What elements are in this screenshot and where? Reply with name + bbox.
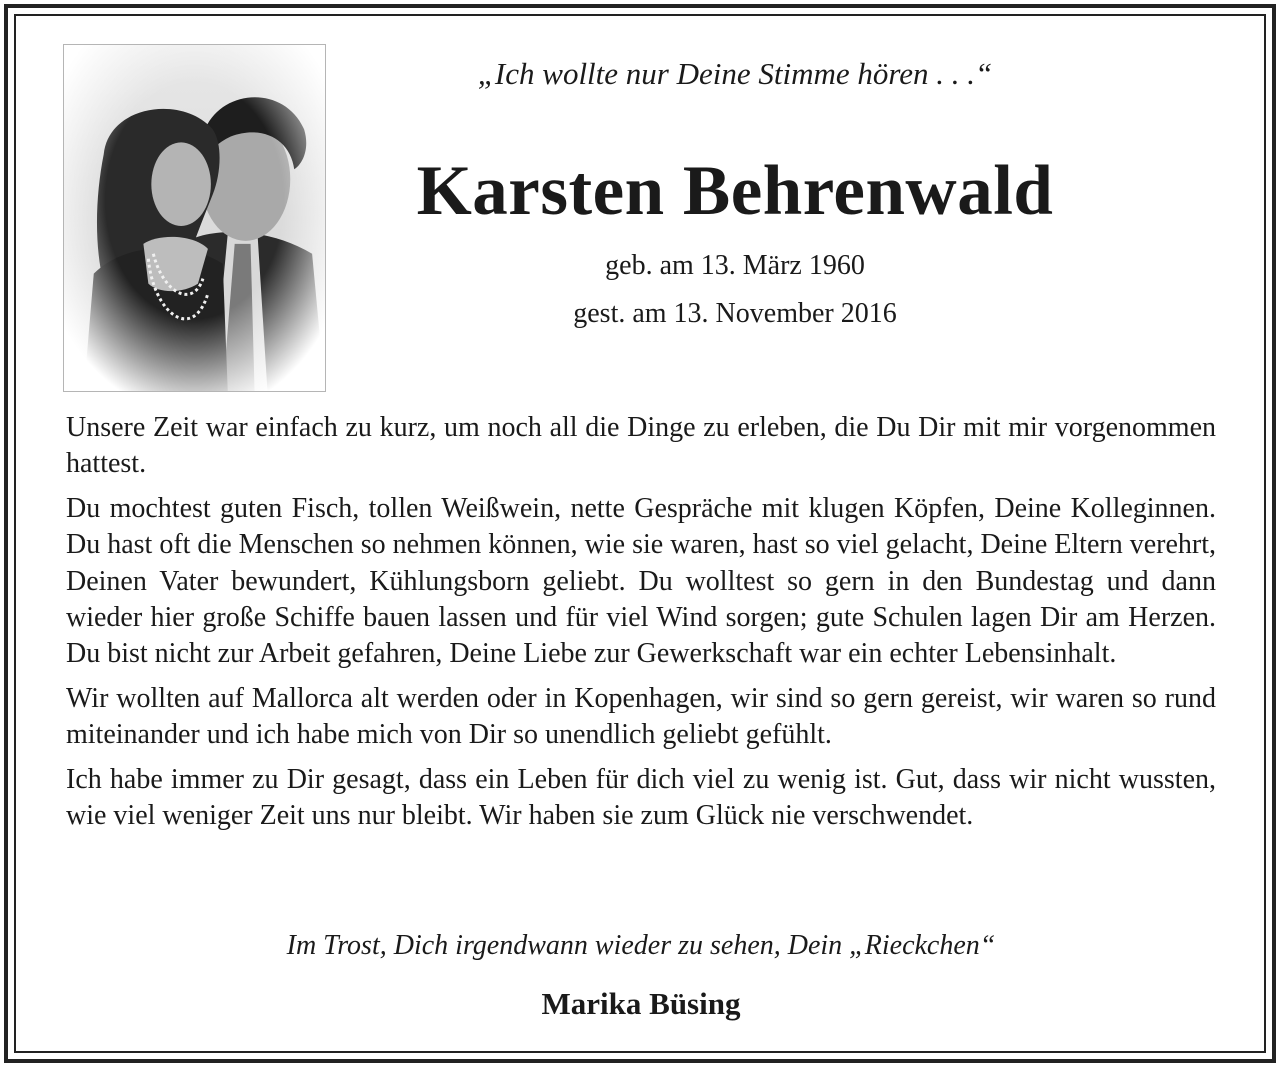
paragraph: Unsere Zeit war einfach zu kurz, um noch all die Dinge zu erleben, die Du Dir mit mir vorgenommen hattest.: [66, 412, 1216, 480]
memorial-photo: [63, 44, 326, 392]
birth-date: geb. am 13. März 1960: [605, 250, 865, 281]
deceased-name: Karsten Behrenwald: [416, 152, 1054, 230]
closing-line: Im Trost, Dich irgendwann wieder zu sehen, Dein „Rieckchen“: [286, 930, 996, 961]
paragraph: Wir wollten auf Mallorca alt werden oder in Kopenhagen, wir sind so gern gereist, wir waren so rund miteinander und ich habe mich von Dir so unendlich geliebt gefühlt.: [66, 682, 1216, 751]
paragraph: Du mochtest guten Fisch, tollen Weißwein, nette Gespräche mit klugen Köpfen, Deine Kolleginnen. Du hast oft die Menschen so nehmen können, wie sie waren, hast so viel gelacht, Deine Eltern verehrt, Deinen Vater bewundert, Kühlungsborn geliebt. Du wolltest so gern in den Bundestag und dann wieder hier große Schiffe bauen lassen und für viel Wind sorgen; gute Schulen lagen Dir am Herzen. Du bist nicht zur Arbeit gefahren, Deine Liebe zur Gewerkschaft war ein echter Lebensinhalt.: [66, 492, 1216, 670]
paragraph: Ich habe immer zu Dir gesagt, dass ein Leben für dich viel zu wenig ist. Gut, dass wir nicht wussten, wie viel weniger Zeit uns nur bleibt. Wir haben sie zum Glück nie verschwendet.: [66, 763, 1216, 832]
life-dates: [340, 242, 1130, 338]
signature: Marika Büsing: [541, 986, 741, 1021]
opening-quote: „Ich wollte nur Deine Stimme hören . . .“: [477, 56, 993, 91]
death-date: gest. am 13. November 2016: [573, 298, 897, 329]
notice-body: [66, 410, 1216, 842]
